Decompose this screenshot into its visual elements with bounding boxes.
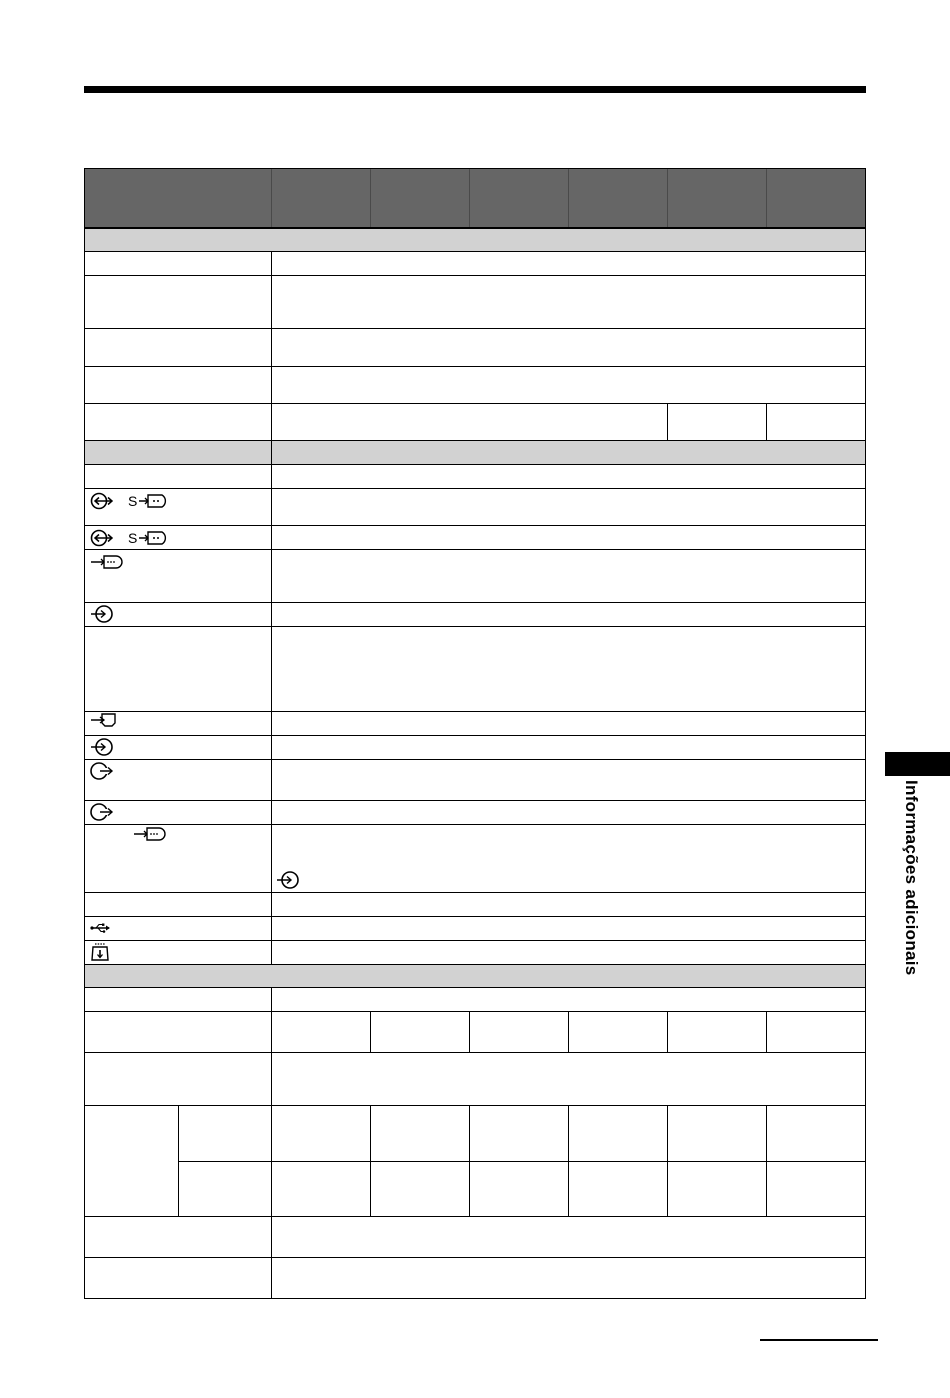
hdmi-input-icon: [90, 712, 120, 728]
row-rule: [85, 328, 865, 329]
row-rule: [85, 251, 865, 252]
row-rule: [85, 440, 865, 441]
cell-rule: [667, 1011, 668, 1052]
audio-input-icon: [90, 737, 116, 757]
section-band-2: [85, 441, 865, 464]
section-band-1: [85, 229, 865, 251]
header-row: [85, 169, 865, 227]
row-rule: [85, 403, 865, 404]
headphones-icon: [90, 802, 116, 822]
row-rule: [85, 711, 865, 712]
svg-text:S: S: [128, 493, 138, 509]
bottom-continuation-rule: [760, 1339, 878, 1341]
component-video-input-icon: [90, 554, 124, 570]
row-rule: [85, 940, 865, 941]
row-rule: [85, 824, 865, 825]
av-in-out-and-s-video-icon: [90, 529, 172, 547]
specifications-table: [84, 168, 866, 1299]
svg-text:S: S: [128, 530, 138, 546]
cell-rule: [469, 1105, 470, 1216]
model-column-rule: [469, 169, 470, 227]
row-rule: [85, 1011, 865, 1012]
audio-output-icon: [90, 761, 116, 781]
row-rule: [85, 464, 865, 465]
cell-rule: [370, 1105, 371, 1216]
row-rule: [85, 916, 865, 917]
audio-input-icon: [90, 604, 116, 624]
section-side-title: Informações adicionais: [902, 780, 921, 976]
cell-rule: [568, 1105, 569, 1216]
usb-icon: [90, 922, 112, 934]
row-rule: [85, 626, 865, 627]
section-tab-marker: [885, 752, 950, 776]
row-rule: [85, 275, 865, 276]
row-rule: [85, 892, 865, 893]
cell-rule: [766, 403, 767, 440]
section-band-3: [85, 964, 865, 987]
cell-rule: [766, 1105, 767, 1216]
label-column-rule: [271, 987, 272, 1298]
row-rule: [85, 1105, 865, 1106]
cell-rule: [370, 1011, 371, 1052]
cell-rule: [469, 1011, 470, 1052]
row-rule: [85, 1052, 865, 1053]
sublabel-column-rule: [178, 1105, 179, 1216]
model-column-rule: [271, 169, 272, 227]
row-rule: [85, 525, 865, 526]
model-column-rule: [568, 169, 569, 227]
row-rule: [85, 1216, 865, 1217]
model-column-rule: [766, 169, 767, 227]
row-rule: [85, 549, 865, 550]
model-column-rule: [370, 169, 371, 227]
row-rule: [178, 1161, 865, 1162]
row-rule: [85, 759, 865, 760]
pc-input-icon: [133, 826, 167, 842]
row-rule: [85, 366, 865, 367]
row-rule: [85, 735, 865, 736]
row-rule: [85, 1257, 865, 1258]
header-bottom-rule: [85, 227, 865, 229]
top-rule: [84, 86, 866, 93]
row-rule: [85, 987, 865, 988]
cell-rule: [667, 1105, 668, 1216]
row-rule: [85, 602, 865, 603]
model-column-rule: [667, 169, 668, 227]
cell-rule: [667, 403, 668, 440]
cell-rule: [568, 1011, 569, 1052]
audio-input-icon: [276, 870, 302, 890]
row-rule: [85, 800, 865, 801]
common-interface-card-icon: [90, 942, 110, 962]
cell-rule: [766, 1011, 767, 1052]
label-column-rule: [271, 251, 272, 964]
av-in-out-and-s-video-icon: [90, 492, 172, 510]
row-rule: [85, 488, 865, 489]
row-rule: [85, 964, 865, 965]
